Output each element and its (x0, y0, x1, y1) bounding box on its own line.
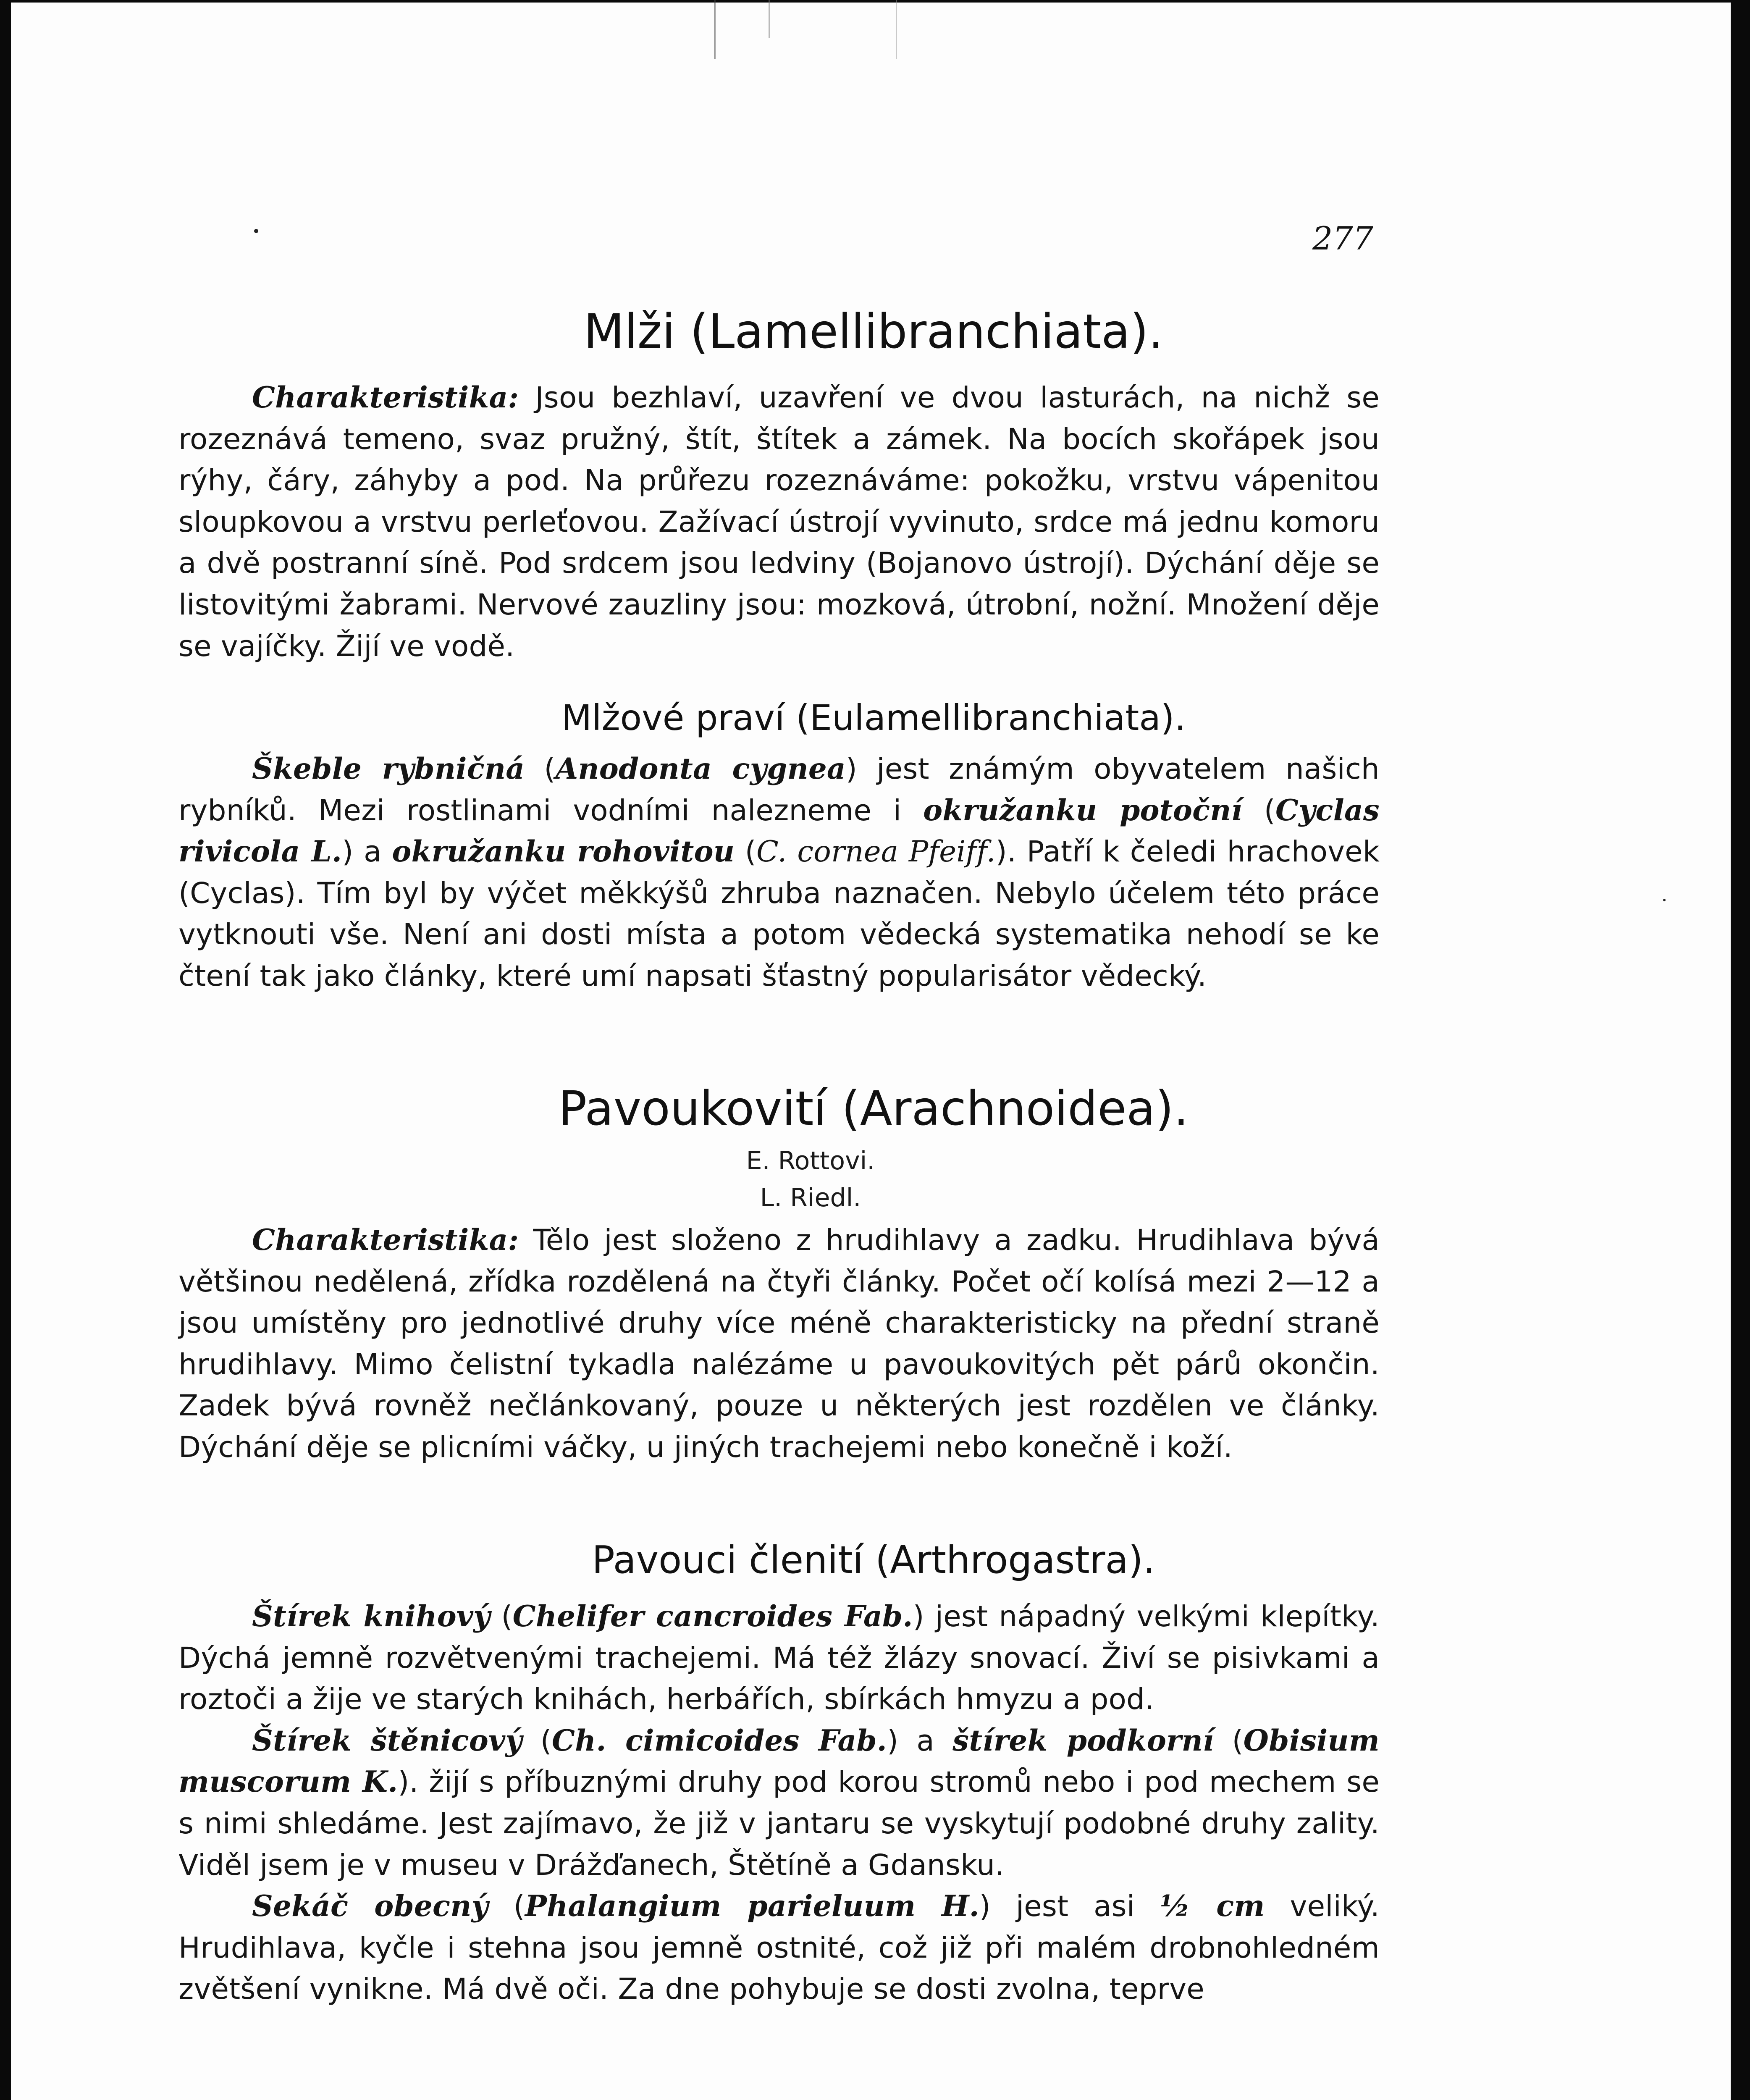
text-run: ) a (342, 835, 392, 869)
paragraph-stirek-stenicovy (178, 1720, 1380, 1886)
scan-border-right (1731, 0, 1750, 2100)
text-run: ). žijí s příbuznými druhy pod korou stromů nebo i pod mechem se s nimi shledáme. Jest zajímavo, že již v jantaru se vyskytují podobné druhy zality. Viděl jsem je v museu v Drážďanech, Štětíně a Gdansku. (178, 1765, 1380, 1882)
latin-name: C. cornea Pfeiff. (756, 835, 996, 869)
text-run: ( (525, 752, 556, 786)
text-run: ) jest známým obyvatelem našich rybníků. Mezi rostlinami vodními nalezneme i (178, 752, 1380, 827)
section-body-pavouci-cleniti (178, 1596, 1380, 2010)
text-run: ( (490, 1600, 513, 1633)
text-run: ( (735, 835, 756, 869)
scan-artifact (769, 0, 803, 38)
paragraph-text: Jsou bezhlaví, uzavření ve dvou lasturách, na nichž se rozeznává temeno, svaz pružný, štít, štítek a zámek. Na bocích skořápek jsou rýhy, čáry, záhyby a pod. Na průřezu rozeznáváme: pokožku, vrstvu vápenitou sloupkovou a vrstvu perleťovou. Zažívací ústrojí vyvinuto, srdce má jednu komoru a dvě postranní síně. Pod srdcem jsou ledviny (Bojanovo ústrojí). Dýchání děje se listovitými žabrami. Nervové zauzliny jsou: mozková, útrobní, nožní. Množení děje se vajíčky. Žijí ve vodě. (178, 381, 1380, 663)
lead-term: Charakteristika: (252, 1223, 519, 1257)
latin-name: Ch. cimicoides Fab. (551, 1723, 887, 1758)
term-stirek-podkorni: štírek podkorní (952, 1723, 1214, 1758)
paragraph-text: Tělo jest složeno z hrudihlavy a zadku. Hrudihlava bývá většinou nedělená, zřídka rozdělená na čtyři články. Počet očí kolísá mezi 2—12 a jsou umístěny pro jednotlivé druhy více méně charakteristicky na přední straně hrudihlavy. Mimo čelistní tykadla nalézáme u pavoukovitých pět párů okončin. Zadek bývá rovněž nečlánkovaný, pouze u některých jest rozdělen ve články. Dýchání děje se plicními váčky, u jiných trachejemi nebo konečně i koží. (178, 1223, 1380, 1464)
scan-artifact (714, 0, 897, 59)
term-okruzanka-rohovita: okružanku rohovitou (392, 835, 735, 869)
text-run: ) jest asi (979, 1890, 1160, 1924)
latin-name: Chelifer cancroides Fab. (512, 1599, 913, 1633)
author-line: L. Riedl. (760, 1183, 861, 1213)
section-heading-mlzi: Mlži (Lamellibranchiata). (583, 304, 1164, 359)
lead-term: Charakteristika: (252, 381, 519, 415)
latin-name: Cyclas rivicola L. (178, 793, 1380, 869)
paragraph-pavoukoviti-characteristics (178, 1220, 1380, 1468)
latin-name: Anodonta cygnea (555, 752, 846, 786)
scan-speck (1663, 899, 1666, 901)
page-number: 277 (1312, 220, 1373, 257)
section-heading-mlzove-pravi: Mlžové praví (Eulamellibranchiata). (561, 697, 1186, 738)
paragraph-sekac-obecny (178, 1886, 1380, 2010)
text-run: ( (1214, 1724, 1244, 1758)
term-stirek-stenicovy: Štírek štěnicový (252, 1723, 522, 1758)
measurement: ½ cm (1160, 1889, 1265, 1924)
text-run: veliký. Hrudihlava, kyčle i stehna jsou jemně ostnité, což již při malém drobnohledném zvětšení vynikne. Má dvě oči. Za dne pohybuje se dosti zvolna, teprve (178, 1890, 1380, 2006)
paragraph-mlzi-characteristics (178, 377, 1380, 667)
text-run: ) jest nápadný velkými klepítky. Dýchá jemně rozvětvenými trachejemi. Má též žlázy snovací. Živí se pisivkami a roztoči a žije ve starých knihách, herbářích, sbírkách hmyzu a pod. (178, 1600, 1380, 1717)
latin-name: Obisium muscorum K. (178, 1723, 1380, 1799)
term-skeble: Škeble rybničná (252, 752, 525, 786)
paragraph-stirek-knihovy (178, 1596, 1380, 1720)
text-run: ( (522, 1724, 552, 1758)
latin-name: Phalangium parieluum H. (525, 1889, 979, 1924)
scan-border-left (0, 0, 11, 2100)
text-run: ( (1242, 793, 1275, 827)
term-sekac-obecny: Sekáč obecný (252, 1889, 488, 1924)
term-okruzanka-potocni: okružanku potoční (923, 793, 1243, 827)
author-line: E. Rottovi. (746, 1146, 875, 1176)
section-heading-pavouci-cleniti: Pavouci členití (Arthrogastra). (592, 1538, 1155, 1582)
section-heading-pavoukoviti: Pavoukovití (Arachnoidea). (558, 1082, 1189, 1136)
scan-speck (254, 229, 258, 233)
authors-block (664, 1142, 958, 1216)
paragraph-mlzove-pravi (178, 748, 1380, 997)
text-run: ). Patří k čeledi hrachovek (Cyclas). Tím byl by výčet měkkýšů zhruba naznačen. Nebylo účelem této práce vytknouti vše. Není ani dosti místa a potom vědecká systematika nehodí se ke čtení tak jako články, které umí napsati šťastný popularisátor vědecký. (178, 835, 1380, 993)
text-run: ) a (887, 1724, 953, 1758)
text-run: ( (488, 1890, 525, 1924)
term-stirek-knihovy: Štírek knihový (252, 1599, 491, 1633)
